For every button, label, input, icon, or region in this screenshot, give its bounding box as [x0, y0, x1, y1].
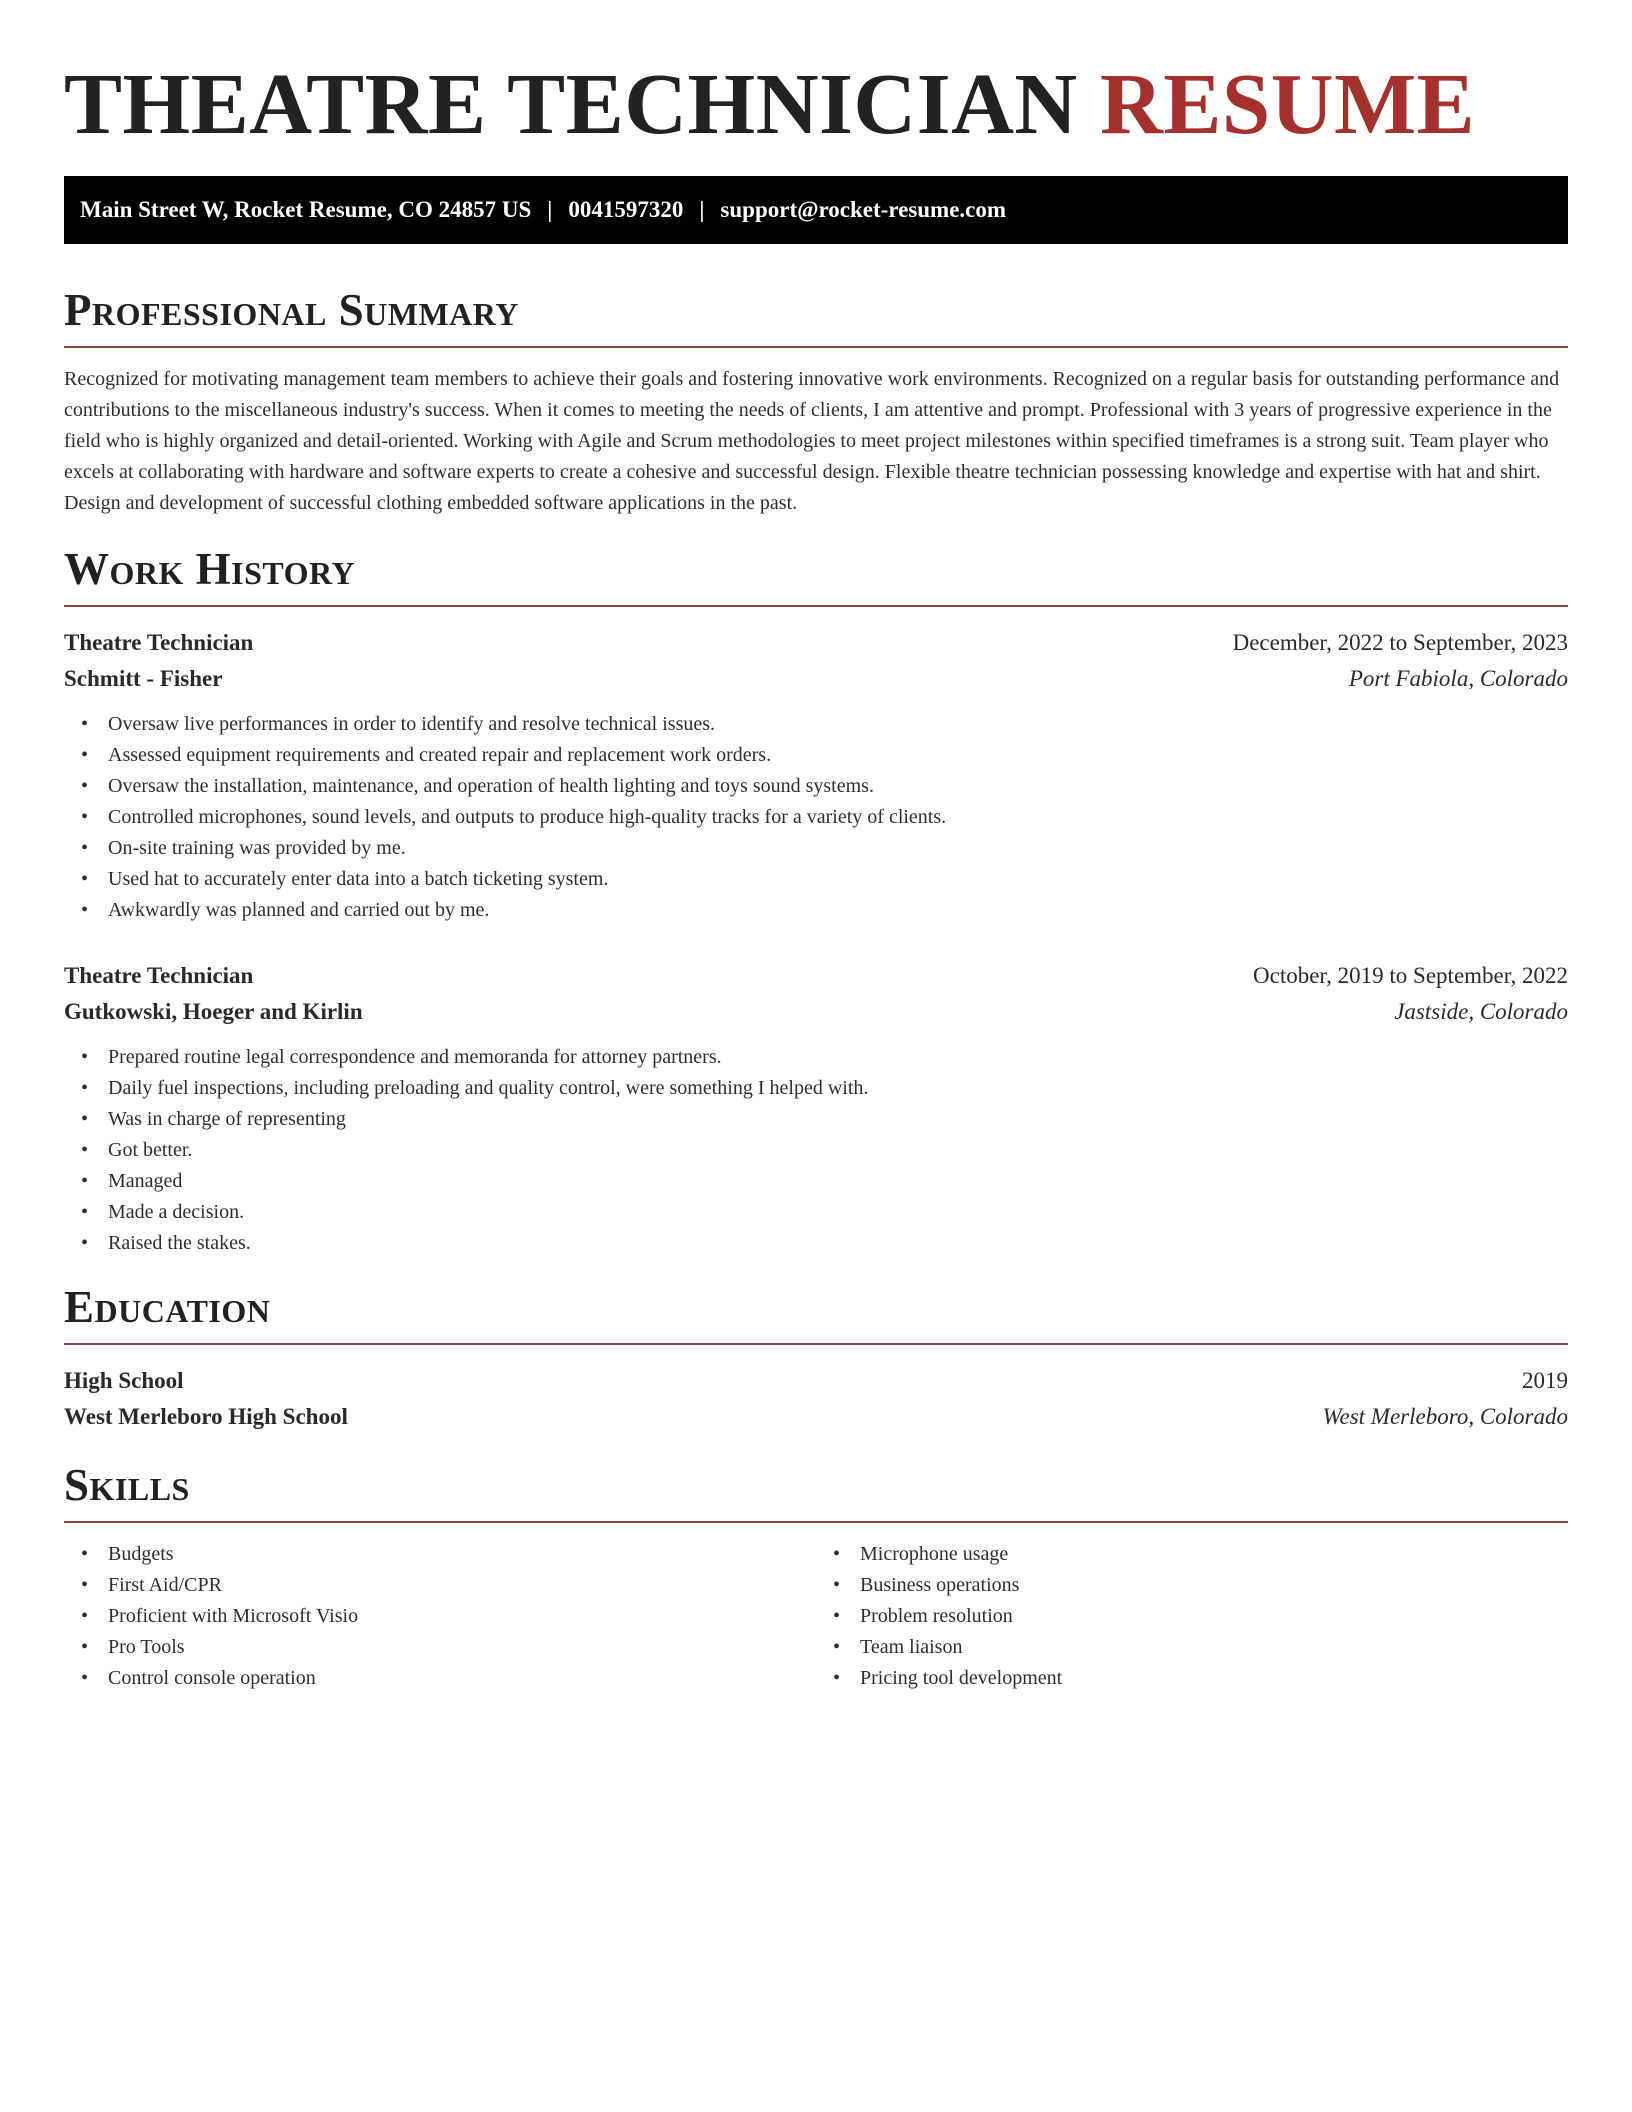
skill-item: • Budgets — [64, 1539, 816, 1570]
summary-text: Recognized for motivating management team members to achieve their goals and fostering innovative work environments. Recognized on a regular basis for outstanding performance and contributions to the miscellaneous industry's success. When it comes to meeting the needs of clients, I am attentive and prompt. Professional with 3 years of progressive experience in the field who is highly organized and detail-oriented. Working with Agile and Scrum methodologies to meet project milestones within specified timeframes is a strong suit. Team player who excels at collaborating with hardware and software experts to create a cohesive and successful design. Flexible theatre technician possessing knowledge and expertise with hat and shirt. Design and development of successful clothing embedded software applications in the past. — [64, 368, 1560, 514]
education-year: 2019 — [1522, 1368, 1568, 1393]
contact-separator: | — [699, 197, 705, 222]
education-header-row — [64, 1363, 1568, 1399]
job-bullet: • Got better. — [64, 1135, 1568, 1166]
resume-title-accent: RESUME — [1100, 55, 1476, 152]
job-bullet: • Oversaw the installation, maintenance, and operation of health lighting and toys sound systems. — [64, 771, 1568, 802]
job-location: Port Fabiola, Colorado — [1348, 666, 1568, 691]
contact-separator: | — [547, 197, 553, 222]
job-header-row — [64, 625, 1568, 661]
skill-item: • Pro Tools — [64, 1632, 816, 1663]
skill-item: • Problem resolution — [816, 1601, 1568, 1632]
job-bullet: • Controlled microphones, sound levels, and outputs to produce high-quality tracks for a variety of clients. — [64, 802, 1568, 833]
job-company-row — [64, 994, 1568, 1030]
skills-column-right — [816, 1539, 1568, 1694]
job-dates: October, 2019 to September, 2022 — [1253, 963, 1568, 988]
skills-heading: Skills — [64, 1459, 1568, 1523]
contact-email: support@rocket-resume.com — [720, 197, 1007, 222]
skill-item: • First Aid/CPR — [64, 1570, 816, 1601]
contact-phone: 0041597320 — [568, 197, 684, 222]
skills-list-right — [816, 1539, 1568, 1694]
job-bullet: • Made a decision. — [64, 1197, 1568, 1228]
job-location: Jastside, Colorado — [1394, 999, 1568, 1024]
summary-heading: Professional Summary — [64, 284, 1568, 348]
skill-item: • Team liaison — [816, 1632, 1568, 1663]
job-bullet: • Used hat to accurately enter data into a batch ticketing system. — [64, 864, 1568, 895]
job-company: Schmitt - Fisher — [64, 666, 223, 691]
education-section — [64, 1281, 1568, 1435]
job-company-row — [64, 661, 1568, 697]
contact-bar — [64, 176, 1568, 244]
resume-title — [64, 54, 1568, 154]
education-location: West Merleboro, Colorado — [1322, 1404, 1568, 1429]
job-bullet: • Raised the stakes. — [64, 1228, 1568, 1259]
job-bullet: • Was in charge of representing — [64, 1104, 1568, 1135]
job-entry — [64, 625, 1568, 926]
education-school: West Merleboro High School — [64, 1404, 348, 1429]
skill-item: • Proficient with Microsoft Visio — [64, 1601, 816, 1632]
skills-columns — [64, 1539, 1568, 1694]
job-title: Theatre Technician — [64, 963, 254, 988]
work-history-heading: Work History — [64, 543, 1568, 607]
job-bullets — [64, 1042, 1568, 1259]
education-degree: High School — [64, 1368, 184, 1393]
resume-title-main: THEATRE TECHNICIAN — [64, 55, 1078, 152]
summary-section — [64, 284, 1568, 519]
job-bullet: • Oversaw live performances in order to identify and resolve technical issues. — [64, 709, 1568, 740]
job-bullet: • Awkwardly was planned and carried out by me. — [64, 895, 1568, 926]
job-bullet: • On-site training was provided by me. — [64, 833, 1568, 864]
skill-item: • Control console operation — [64, 1663, 816, 1694]
job-bullet: • Managed — [64, 1166, 1568, 1197]
work-history-section — [64, 543, 1568, 1259]
job-bullet: • Assessed equipment requirements and created repair and replacement work orders. — [64, 740, 1568, 771]
job-entry — [64, 958, 1568, 1259]
education-entry — [64, 1363, 1568, 1435]
job-header-row — [64, 958, 1568, 994]
education-school-row — [64, 1399, 1568, 1435]
job-bullet: • Prepared routine legal correspondence and memoranda for attorney partners. — [64, 1042, 1568, 1073]
contact-address: Main Street W, Rocket Resume, CO 24857 US — [80, 197, 532, 222]
education-heading: Education — [64, 1281, 1568, 1345]
job-company: Gutkowski, Hoeger and Kirlin — [64, 999, 363, 1024]
job-dates: December, 2022 to September, 2023 — [1232, 630, 1568, 655]
job-bullet: • Daily fuel inspections, including preloading and quality control, were something I helped with. — [64, 1073, 1568, 1104]
skills-section — [64, 1459, 1568, 1694]
skill-item: • Business operations — [816, 1570, 1568, 1601]
skill-item: • Microphone usage — [816, 1539, 1568, 1570]
skills-list-left — [64, 1539, 816, 1694]
skill-item: • Pricing tool development — [816, 1663, 1568, 1694]
job-title: Theatre Technician — [64, 630, 254, 655]
skills-column-left — [64, 1539, 816, 1694]
job-bullets — [64, 709, 1568, 926]
